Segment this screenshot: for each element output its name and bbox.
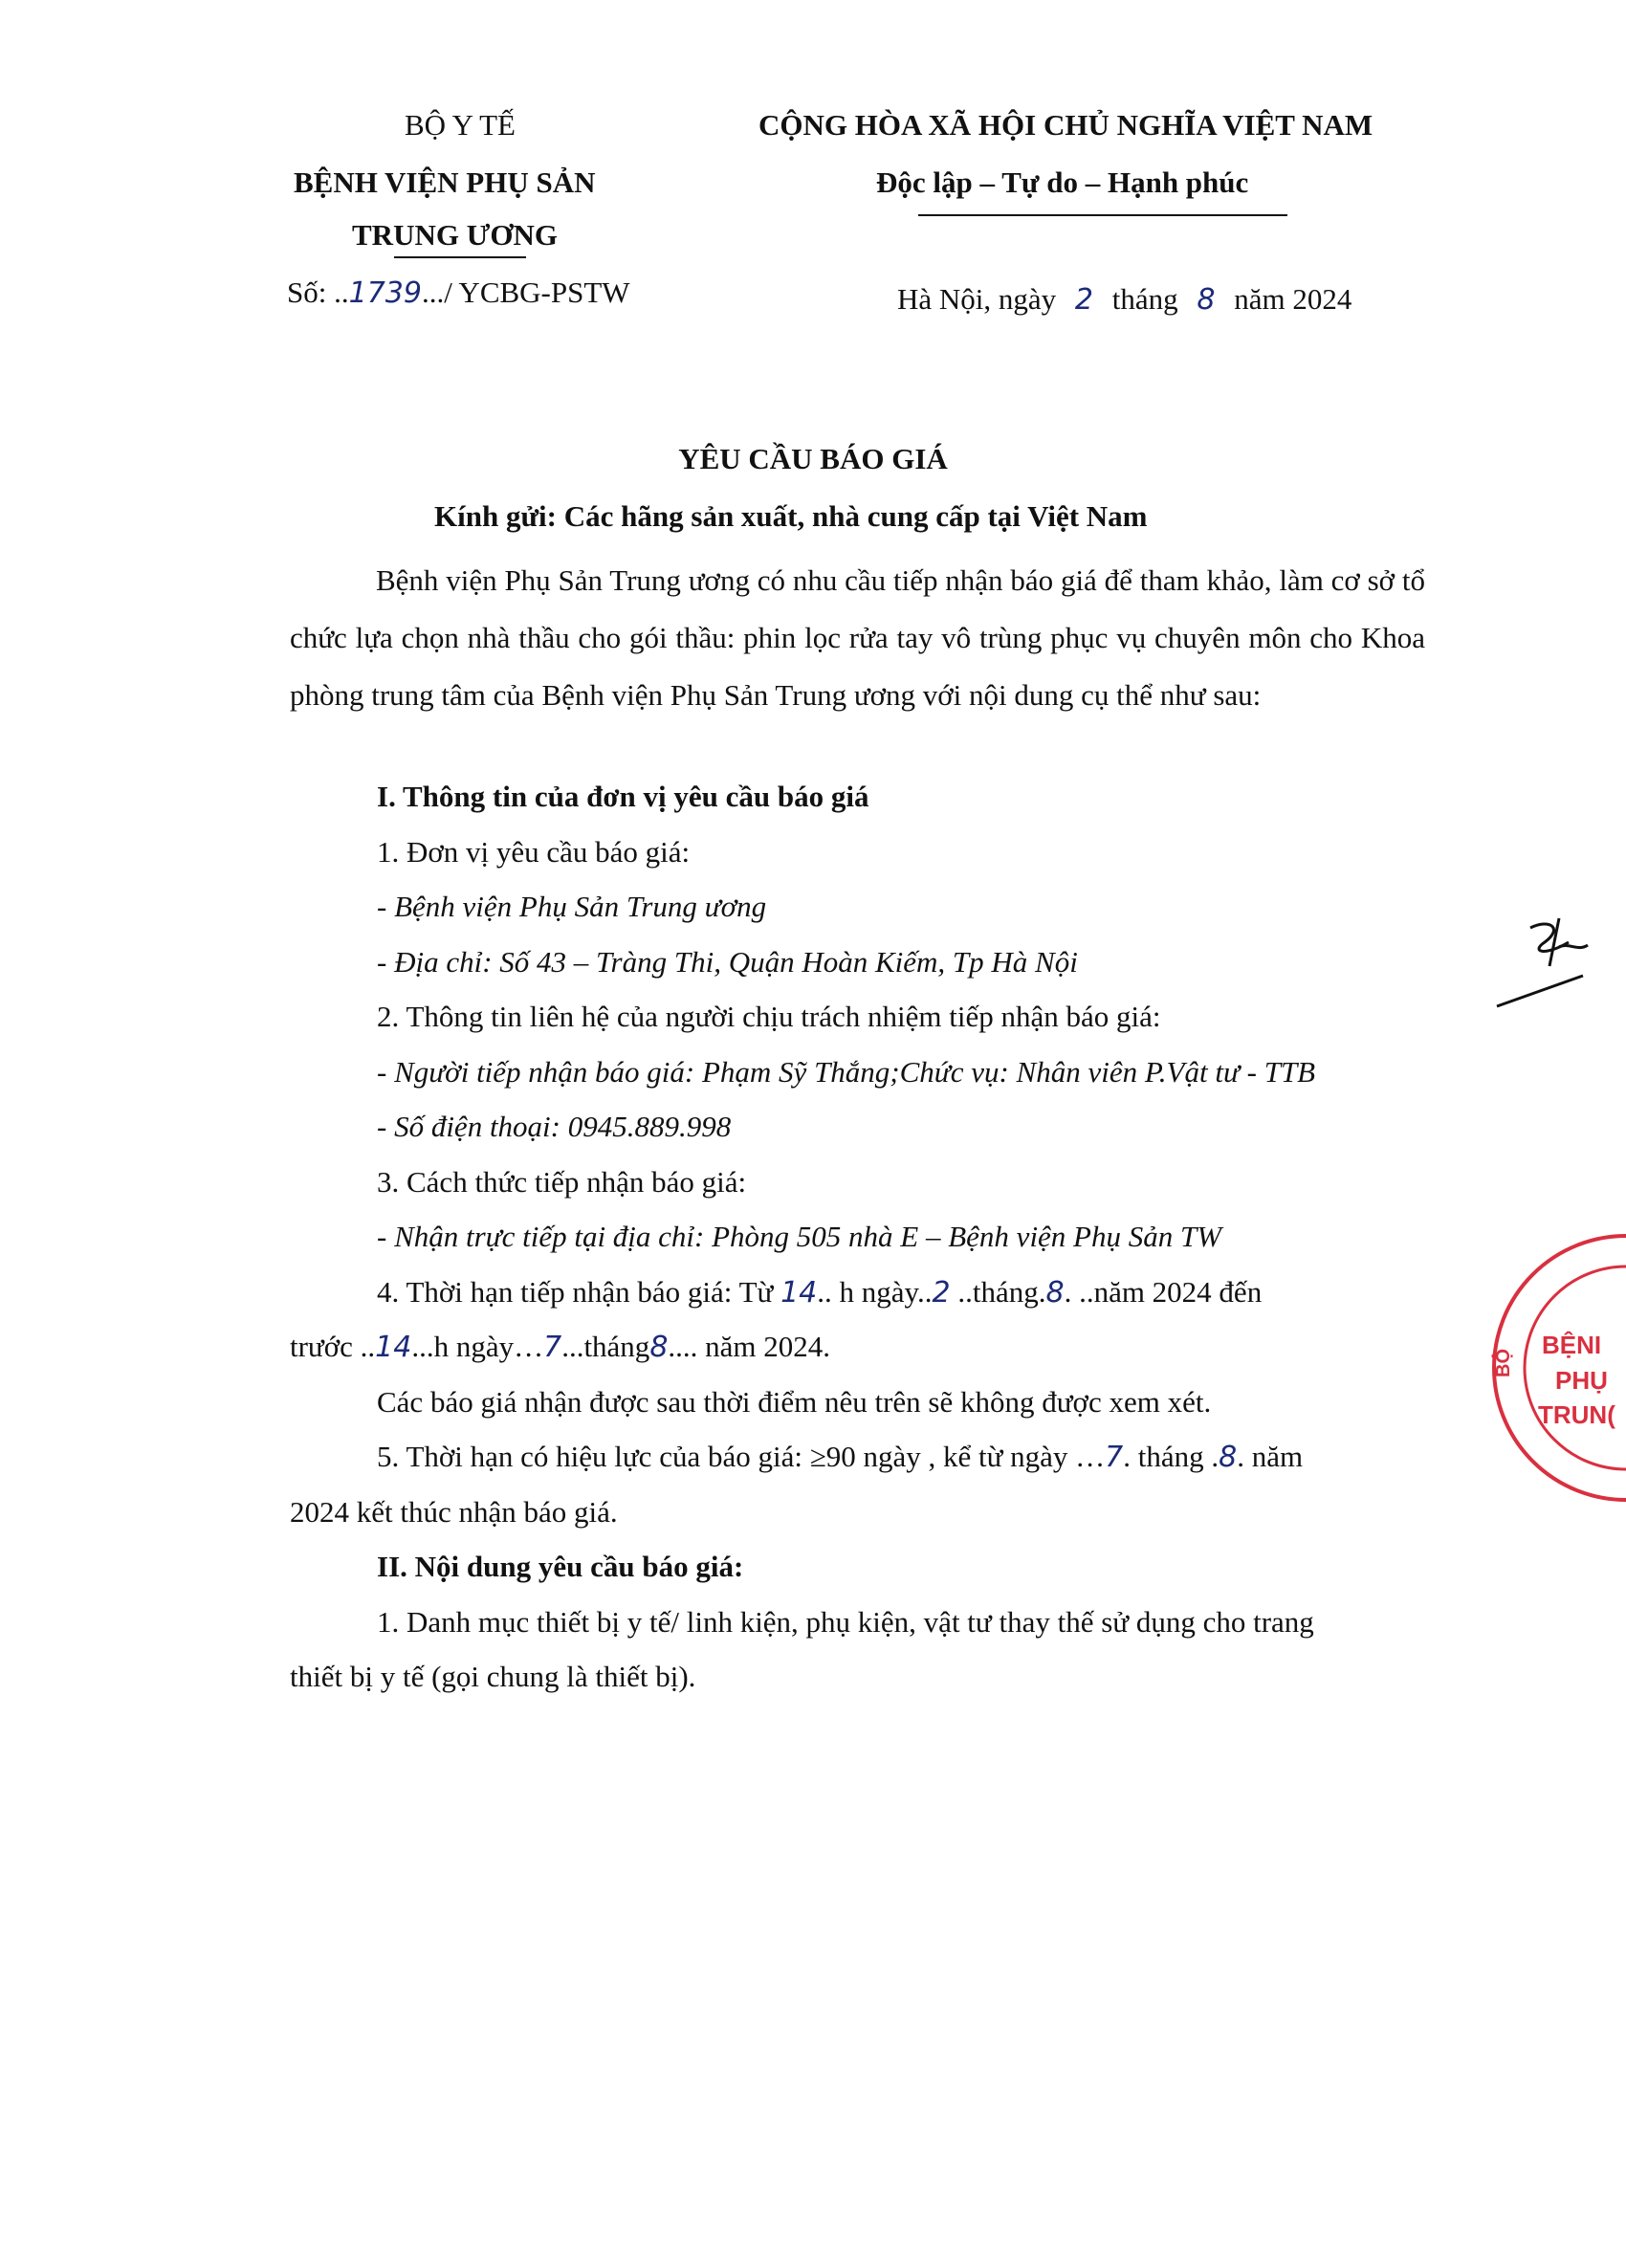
country-name: CỘNG HÒA XÃ HỘI CHỦ NGHĨA VIỆT NAM bbox=[758, 108, 1373, 142]
initials-mark bbox=[1492, 899, 1597, 1014]
issue-date bbox=[897, 282, 1351, 317]
hand-month-end: 8 bbox=[649, 1331, 669, 1364]
hand-month-start: 8 bbox=[1045, 1276, 1065, 1310]
item2: 2. Thông tin liên hệ của người chịu trách nhiệm tiếp nhận báo giá: bbox=[377, 1000, 1161, 1033]
date-month: 8 bbox=[1197, 283, 1216, 317]
document-title: YÊU CẦU BÁO GIÁ bbox=[678, 442, 948, 475]
stamp-side-text: BỘ bbox=[1493, 1349, 1514, 1377]
item4-line1 bbox=[377, 1275, 1262, 1310]
section2-item1-line2: thiết bị y tế (gọi chung là thiết bị). bbox=[290, 1660, 696, 1693]
item4-text-6: ...h ngày… bbox=[411, 1330, 544, 1363]
item4-text-3: ..tháng. bbox=[950, 1275, 1046, 1309]
stamp-text-line1: BỆNI bbox=[1542, 1331, 1602, 1359]
item4-text-4: . ..năm 2024 đến bbox=[1064, 1275, 1263, 1309]
date-month-label: tháng bbox=[1111, 282, 1178, 316]
section1-heading: I. Thông tin của đơn vị yêu cầu báo giá bbox=[377, 780, 869, 813]
item1-address: - Địa chỉ: Số 43 – Tràng Thi, Quận Hoàn Kiếm, Tp Hà Nội bbox=[377, 945, 1078, 979]
date-place: Hà Nội, ngày bbox=[897, 282, 1057, 316]
motto-underline bbox=[918, 214, 1287, 216]
motto: Độc lập – Tự do – Hạnh phúc bbox=[876, 165, 1249, 199]
item5-line2: 2024 kết thúc nhận báo giá. bbox=[290, 1495, 618, 1529]
official-stamp bbox=[1473, 1224, 1626, 1511]
hospital-underline bbox=[394, 256, 526, 258]
item2-phone: - Số điện thoại: 0945.889.998 bbox=[377, 1110, 732, 1143]
item4-text-8: .... năm 2024. bbox=[668, 1330, 831, 1363]
item5-line1 bbox=[377, 1440, 1303, 1474]
stamp-text-line2: PHỤ bbox=[1555, 1366, 1608, 1395]
hospital-name-line2: TRUNG ƯƠNG bbox=[352, 218, 558, 252]
section2-item1-line1: 1. Danh mục thiết bị y tế/ linh kiện, phụ kiện, vật tư thay thế sử dụng cho trang bbox=[377, 1605, 1314, 1639]
hand-hour-start: 14 bbox=[780, 1276, 818, 1310]
handwritten-number: 1739 bbox=[348, 276, 422, 310]
hand-validity-month: 8 bbox=[1219, 1441, 1238, 1474]
hand-day-end: 7 bbox=[543, 1331, 562, 1364]
hospital-name-line1: BỆNH VIỆN PHỤ SẢN bbox=[294, 165, 596, 199]
item4-text-1: 4. Thời hạn tiếp nhận báo giá: Từ bbox=[377, 1275, 781, 1309]
number-suffix: .../ YCBG-PSTW bbox=[421, 275, 630, 309]
item3: 3. Cách thức tiếp nhận báo giá: bbox=[377, 1165, 747, 1199]
item4-text-7: ...tháng bbox=[561, 1330, 650, 1363]
ministry: BỘ Y TẾ bbox=[405, 108, 516, 142]
recipient-line: Kính gửi: Các hãng sản xuất, nhà cung cấp tại Việt Nam bbox=[434, 499, 1148, 533]
item3-method: - Nhận trực tiếp tại địa chỉ: Phòng 505 nhà E – Bệnh viện Phụ Sản TW bbox=[377, 1220, 1222, 1253]
hand-hour-end: 14 bbox=[375, 1331, 412, 1364]
section2-heading: II. Nội dung yêu cầu báo giá: bbox=[377, 1550, 744, 1583]
hand-day-start: 2 bbox=[932, 1276, 951, 1310]
hand-validity-day: 7 bbox=[1105, 1441, 1124, 1474]
item2-person: - Người tiếp nhận báo giá: Phạm Sỹ Thắng;Chức vụ: Nhân viên P.Vật tư - TTB bbox=[377, 1055, 1316, 1089]
late-note: Các báo giá nhận được sau thời điểm nêu trên sẽ không được xem xét. bbox=[377, 1385, 1212, 1419]
stamp-text-line3: TRUN( bbox=[1538, 1400, 1615, 1429]
item4-text-2: .. h ngày.. bbox=[817, 1275, 933, 1309]
item4-text-5: trước .. bbox=[290, 1330, 376, 1363]
item5-text-3: . năm bbox=[1237, 1440, 1304, 1473]
date-year: năm 2024 bbox=[1234, 282, 1352, 316]
item1: 1. Đơn vị yêu cầu báo giá: bbox=[377, 835, 691, 869]
item4-line2 bbox=[290, 1330, 830, 1364]
document-number bbox=[287, 275, 630, 310]
number-prefix: Số: .. bbox=[287, 275, 349, 309]
date-day: 2 bbox=[1074, 283, 1093, 317]
item1-name: - Bệnh viện Phụ Sản Trung ương bbox=[377, 890, 767, 923]
item5-text-2: . tháng . bbox=[1123, 1440, 1220, 1473]
item5-text-1: 5. Thời hạn có hiệu lực của báo giá: ≥90 ngày , kể từ ngày … bbox=[377, 1440, 1106, 1473]
intro-paragraph: Bệnh viện Phụ Sản Trung ương có nhu cầu tiếp nhận báo giá để tham khảo, làm cơ sở tổ chức lựa chọn nhà thầu cho gói thầu: phin lọc rửa tay vô trùng phục vụ chuyên môn cho Khoa phòng trung tâm của Bệnh viện Phụ Sản Trung ương với nội dung cụ thể như sau: bbox=[290, 563, 1425, 712]
